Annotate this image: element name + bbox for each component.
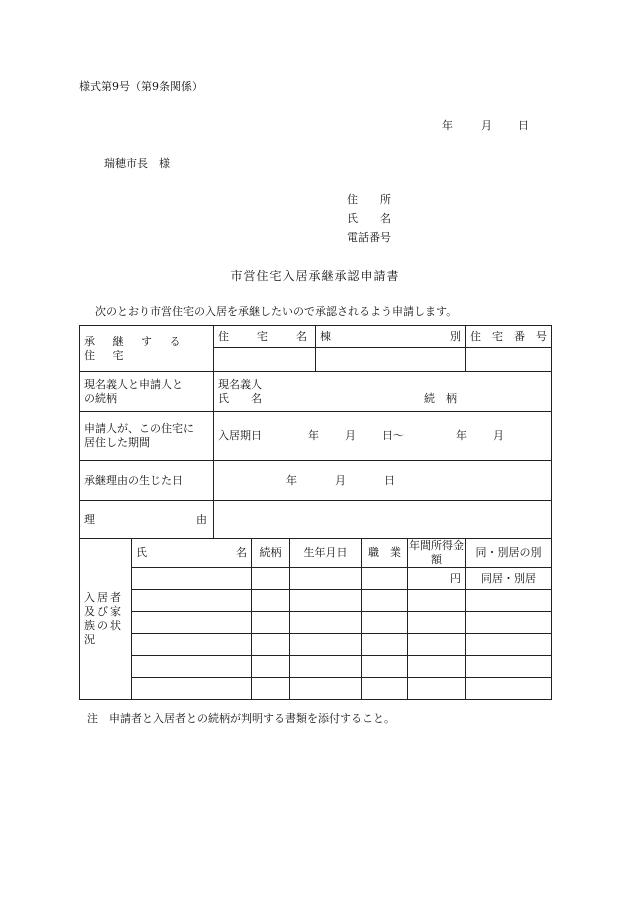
housing-name-header: 住 宅 名 <box>214 326 316 348</box>
occupant-occupation-cell[interactable] <box>362 678 408 700</box>
document-title: 市営住宅入居承継承認申請書 <box>230 269 400 283</box>
occupant-birthdate-cell[interactable] <box>290 634 362 656</box>
occupant-name-cell[interactable] <box>132 568 252 590</box>
occupant-birthdate-cell[interactable] <box>290 568 362 590</box>
cohabit-value: 同居・別居 <box>481 571 537 585</box>
table-row <box>80 568 552 590</box>
occupant-cohabit-cell[interactable] <box>466 568 552 590</box>
occupant-birthdate-cell[interactable] <box>290 678 362 700</box>
occupant-income-cell[interactable] <box>408 568 466 590</box>
reason-field[interactable] <box>214 501 552 539</box>
kinship-label: 続 柄 <box>424 391 458 405</box>
date-year-label: 年 <box>442 119 453 132</box>
occupant-occupation-cell[interactable] <box>362 568 408 590</box>
occupant-kinship-cell[interactable] <box>252 612 290 634</box>
occupants-label: 入居者 及び家 族の状 況 <box>80 539 132 700</box>
current-holder-label: 現名義人 <box>218 377 263 391</box>
occupant-name-header: 氏 名 <box>132 539 252 568</box>
table-row <box>80 634 552 656</box>
residence-period-label: 申請人が、この住宅に 居住した期間 <box>80 412 214 461</box>
occupant-cohabit-header: 同・別居の別 <box>466 539 552 568</box>
occupant-cohabit-cell[interactable] <box>466 612 552 634</box>
occupant-name-cell[interactable] <box>132 590 252 612</box>
occupant-cohabit-cell[interactable] <box>466 656 552 678</box>
occupant-name-cell[interactable] <box>132 634 252 656</box>
occupant-kinship-cell[interactable] <box>252 568 290 590</box>
occupant-income-cell[interactable] <box>408 634 466 656</box>
occupant-occupation-cell[interactable] <box>362 634 408 656</box>
occupant-name-cell[interactable] <box>132 612 252 634</box>
applicant-name-label: 氏 名 <box>347 212 391 225</box>
application-date <box>442 119 529 133</box>
occupant-cohabit-cell[interactable] <box>466 678 552 700</box>
holder-name-label: 氏 名 <box>218 391 263 405</box>
occupant-occupation-header: 職 業 <box>362 539 408 568</box>
date-day-label: 日 <box>518 119 529 132</box>
occupant-name-cell[interactable] <box>132 678 252 700</box>
occupant-cohabit-cell[interactable] <box>466 590 552 612</box>
table-row <box>80 678 552 700</box>
occupant-kinship-cell[interactable] <box>252 590 290 612</box>
applicant-phone-label: 電話番号 <box>347 231 391 244</box>
income-unit: 円 <box>450 571 462 585</box>
occupant-kinship-cell[interactable] <box>252 634 290 656</box>
relation-label: 現名義人と申請人と の続柄 <box>80 372 214 412</box>
reason-date-field[interactable]: 年 月 日 <box>214 461 552 501</box>
occupant-kinship-cell[interactable] <box>252 678 290 700</box>
occupant-income-cell[interactable] <box>408 656 466 678</box>
occupant-income-header: 年間所得金額 <box>409 539 465 566</box>
relation-field[interactable] <box>214 372 552 412</box>
housing-name-field[interactable] <box>214 348 316 372</box>
housing-building-field[interactable] <box>316 348 466 372</box>
occupant-income-cell[interactable] <box>408 590 466 612</box>
applicant-block <box>347 193 391 250</box>
reason-date-label: 承継理由の生じた日 <box>80 461 214 501</box>
occupant-birthdate-cell[interactable] <box>290 612 362 634</box>
occupant-name-cell[interactable] <box>132 656 252 678</box>
occupant-kinship-cell[interactable] <box>252 656 290 678</box>
applicant-address-label: 住 所 <box>347 193 391 206</box>
occupant-birthdate-cell[interactable] <box>290 590 362 612</box>
date-month-label: 月 <box>481 119 492 132</box>
intro-text: 次のとおり市営住宅の入居を承継したいので承認されるよう申請します。 <box>95 305 458 318</box>
housing-number-header: 住 宅 番 号 <box>466 326 552 348</box>
residence-period-field[interactable]: 入居期日 年 月 日〜 年 月 <box>214 412 552 461</box>
occupant-birthdate-header: 生年月日 <box>290 539 362 568</box>
form-number: 様式第9号（第9条関係） <box>79 80 203 93</box>
housing-label: 承 継 す る 住 宅 <box>80 326 214 372</box>
table-row <box>80 656 552 678</box>
reason-label: 理 由 <box>80 501 214 539</box>
occupant-occupation-cell[interactable] <box>362 612 408 634</box>
footnote: 注 申請者と入居者との続柄が判明する書類を添付すること。 <box>87 712 395 725</box>
table-row <box>80 590 552 612</box>
housing-building-header: 棟 別 <box>316 326 466 348</box>
occupant-income-cell[interactable] <box>408 612 466 634</box>
housing-number-field[interactable] <box>466 348 552 372</box>
occupant-birthdate-cell[interactable] <box>290 656 362 678</box>
occupant-income-cell[interactable] <box>408 678 466 700</box>
occupant-kinship-header: 続柄 <box>252 539 290 568</box>
occupant-cohabit-cell[interactable] <box>466 634 552 656</box>
application-form-table <box>79 325 552 700</box>
addressee: 瑞穂市長 様 <box>104 157 170 170</box>
occupant-occupation-cell[interactable] <box>362 656 408 678</box>
occupant-occupation-cell[interactable] <box>362 590 408 612</box>
table-row <box>80 612 552 634</box>
